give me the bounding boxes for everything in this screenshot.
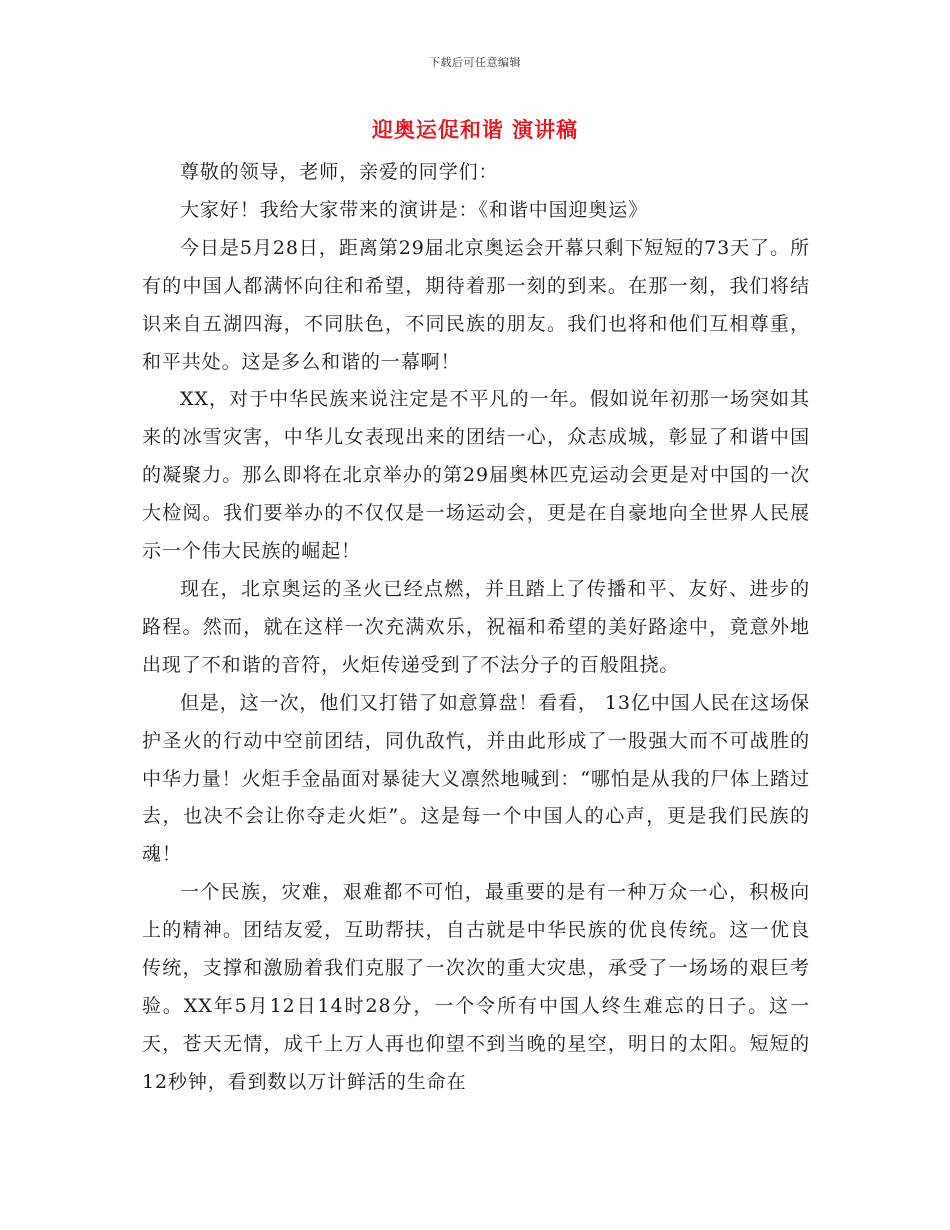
paragraph-greeting: 大家好！我给大家带来的演讲是：《和谐中国迎奥运》: [180, 198, 649, 221]
paragraph-salutation: 尊敬的领导，老师，亲爱的同学们：: [180, 161, 499, 183]
document-body: [142, 154, 810, 1102]
paragraph-torch: 现在，北京奥运的圣火已经点燃，并且踏上了传播和平、友好、进步的路程。然而，就在这样一次充满欢乐，祝福和希望的美好路途中，竟意外地出现了不和谐的音符，火炬传递受到了不法分子的百般阻挠。: [142, 577, 810, 676]
paragraph-unity: 但是，这一次，他们又打错了如意算盘！看看， 13亿中国人民在这场保护圣火的行动中空前团结，同仇敌忾，并由此形成了一股强大而不可战胜的中华力量！火炬手金晶面对暴徒大义凛然地喊到：“哪怕是从我的尸体上踏过去，也决不会让你夺走火炬”。这是每一个中国人的心声，更是我们民族的魂！: [142, 691, 810, 866]
paragraph-spirit: 一个民族，灾难，艰难都不可怕，最重要的是有一种万众一心，积极向上的精神。团结友爱，互助帮扶，自古就是中华民族的优良传统。这一优良传统，支撑和激励着我们克服了一次次的重大灾患，承受了一场场的艰巨考验。XX年5月12日14时28分，一个令所有中国人终生难忘的日子。这一天，苍天无情，成千上万人再也仰望不到当晚的星空，明日的太阳。短短的12秒钟，看到数以万计鲜活的生命在: [142, 881, 810, 1093]
paragraph-year: XX，对于中华民族来说注定是不平凡的一年。假如说年初那一场突如其来的冰雪灾害，中华儿女表现出来的团结一心，众志成城，彰显了和谐中国的凝聚力。那么即将在北京举办的第29届奥林匹克运动会更是对中国的一次大检阅。我们要举办的不仅仅是一场运动会，更是在自豪地向全世界人民展示一个伟大民族的崛起！: [142, 388, 810, 563]
paragraph-countdown: 今日是5月28日，距离第29届北京奥运会开幕只剩下短短的73天了。所有的中国人都满怀向往和希望，期待着那一刻的到来。在那一刻，我们将结识来自五湖四海，不同肤色，不同民族的朋友。我们也将和他们互相尊重，和平共处。这是多么和谐的一幕啊！: [142, 236, 810, 373]
document-title: 迎奥运促和谐 演讲稿: [371, 117, 579, 142]
header-note: 下载后可任意编辑: [429, 56, 521, 69]
